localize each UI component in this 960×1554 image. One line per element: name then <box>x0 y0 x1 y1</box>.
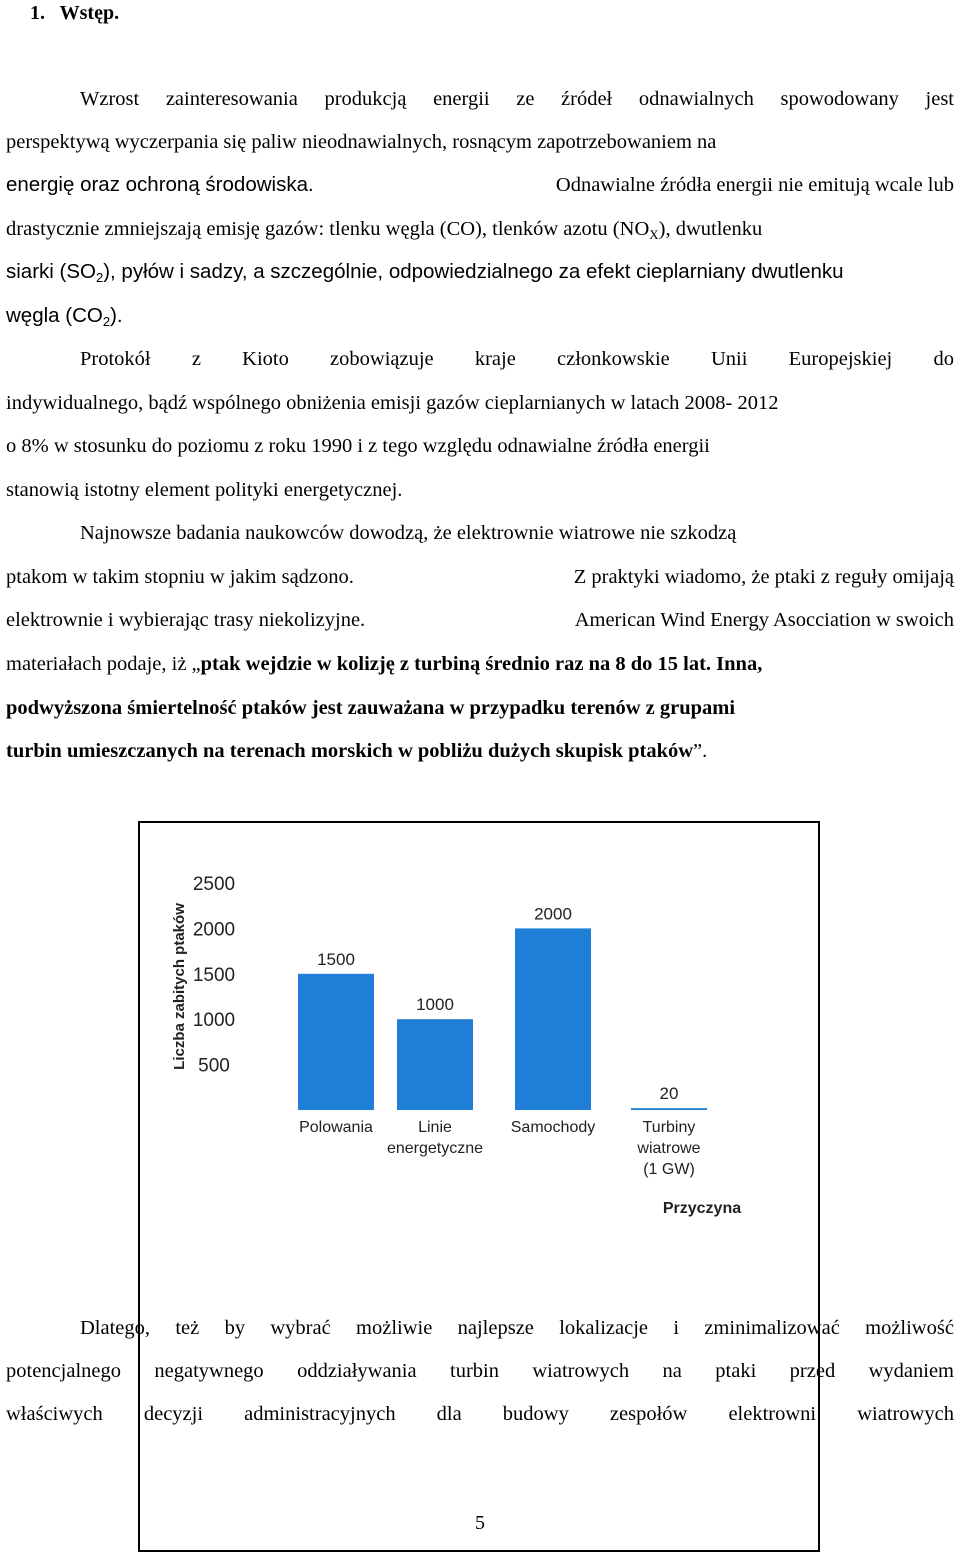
paragraph-1-line-3-part-a: energię oraz ochroną środowiska. <box>6 173 314 196</box>
category-label: (1 GW) <box>643 1161 695 1178</box>
category-label: Linie <box>418 1119 452 1136</box>
chart-frame <box>139 822 819 1551</box>
word: spowodowany <box>780 88 899 110</box>
word: Unii <box>710 348 748 370</box>
paragraph-3-line-2-part-a: ptakom w takim stopniu w jakim sądzono. <box>6 566 354 588</box>
word: turbin <box>450 1360 499 1382</box>
word: decyzji <box>143 1403 204 1425</box>
word: przed <box>789 1360 836 1382</box>
word: by <box>224 1317 246 1339</box>
y-tick-label: 2000 <box>192 919 236 941</box>
paragraph-3-line-4-part-a: materiałach podaje, iż „ <box>6 653 201 675</box>
paragraph-1-line-6-part-b: ). <box>110 304 123 327</box>
word: Kioto <box>242 348 289 370</box>
word: zminimalizować <box>704 1317 840 1339</box>
word: odnawialnych <box>638 88 754 110</box>
nox-subscript: X <box>649 227 659 242</box>
category-label: Turbiny <box>642 1119 696 1136</box>
word: Europejskiej <box>788 348 893 370</box>
word: Protokół <box>80 348 151 370</box>
word: dla <box>436 1403 462 1425</box>
paragraph-1-line-3-part-b: Odnawialne źródła energii nie emitują wcale lub <box>555 174 954 196</box>
word: lokalizacje <box>559 1317 648 1339</box>
paragraph-4-line-2 <box>6 1358 954 1384</box>
word: wiatrowych <box>857 1403 954 1425</box>
paragraph-1-line-6-part-a: węgla (CO <box>6 304 103 327</box>
bar-value-label: 2000 <box>534 904 572 924</box>
bar-4 <box>631 1108 707 1110</box>
paragraph-3-line-6-part-a: turbin umieszczanych na terenach morskich w pobliżu dużych skupisk ptaków <box>6 740 694 762</box>
word: kraje <box>474 348 516 370</box>
bar-3 <box>515 928 591 1110</box>
paragraph-1-line-3 <box>6 172 954 198</box>
category-label: energetyczne <box>386 1140 484 1157</box>
word: negatywnego <box>154 1360 264 1382</box>
category-label: Samochody <box>510 1119 596 1136</box>
paragraph-2-line-1 <box>80 346 954 372</box>
word: właściwych <box>6 1403 103 1425</box>
paragraph-1-line-4-part-a: drastycznie zmniejszają emisję gazów: tlenku węgla (CO), tlenków azotu (NO <box>6 218 650 240</box>
word: potencjalnego <box>6 1360 121 1382</box>
word: możliwie <box>356 1317 433 1339</box>
bird-deaths-chart <box>138 821 822 1554</box>
y-axis-label: Liczba zabitych ptaków <box>171 903 188 1070</box>
category-label: wiatrowe <box>637 1140 701 1157</box>
word: elektrowni <box>728 1403 817 1425</box>
paragraph-2-line-2: indywidualnego, bądź wspólnego obniżenia emisji gazów cieplarnianych w latach 2008- 2012 <box>6 392 779 414</box>
paragraph-4-line-1 <box>80 1315 954 1341</box>
paragraph-4-line-3 <box>6 1401 954 1427</box>
y-tick-label: 2500 <box>192 874 236 895</box>
word: i <box>673 1317 680 1339</box>
paragraph-1-line-4 <box>6 216 954 242</box>
y-tick-label: 500 <box>198 1055 230 1077</box>
paragraph-3-line-2-part-b: Z praktyki wiadomo, że ptaki z reguły omijają <box>573 566 954 588</box>
paragraph-3-line-4-part-c: Inna, <box>716 653 763 675</box>
paragraph-3-line-5: podwyższona śmiertelność ptaków jest zauważana w przypadku terenów z grupami <box>6 697 736 719</box>
paragraph-1-line-4-part-b: ), dwutlenku <box>658 218 763 240</box>
bar-value-label: 1000 <box>416 995 454 1015</box>
word: zespołów <box>609 1403 688 1425</box>
so2-subscript: 2 <box>95 270 104 285</box>
quote-bold-text: ptak wejdzie w kolizję z turbiną średnio raz na 8 do 15 lat. <box>200 653 712 675</box>
word: produkcją <box>324 88 407 110</box>
word: na <box>662 1360 682 1382</box>
word: zobowiązuje <box>330 348 434 370</box>
word: z <box>191 348 201 370</box>
word: administracyjnych <box>244 1403 396 1425</box>
category-label: Polowania <box>299 1119 373 1136</box>
word: jest <box>925 88 954 110</box>
x-axis-label: Przyczyna <box>662 1200 742 1217</box>
paragraph-3-line-6 <box>6 738 954 764</box>
paragraph-1-line-5-part-b: ), pyłów i sadzy, a szczególnie, odpowiedzialnego za efekt cieplarniany dwutlenku <box>103 260 844 283</box>
word: wybrać <box>270 1317 331 1339</box>
paragraph-3-line-6-part-b: ”. <box>693 740 708 762</box>
word: wydaniem <box>868 1360 954 1382</box>
word: ptaki <box>715 1360 757 1382</box>
word: budowy <box>502 1403 569 1425</box>
paragraph-2-line-4: stanowią istotny element polityki energetycznej. <box>6 479 403 501</box>
word: energii <box>433 88 490 110</box>
paragraph-3-line-4 <box>6 651 954 677</box>
bar-1 <box>298 974 374 1110</box>
word: możliwość <box>865 1317 954 1339</box>
paragraph-2-line-3: o 8% w stosunku do poziomu z roku 1990 i z tego względu odnawialne źródła energii <box>6 435 710 457</box>
bar-value-label: 1500 <box>317 949 355 969</box>
word: najlepsze <box>457 1317 534 1339</box>
word: Wzrost <box>80 88 140 110</box>
word: oddziaływania <box>297 1360 417 1382</box>
word: zainteresowania <box>165 88 298 110</box>
bar-value-label: 20 <box>659 1084 679 1104</box>
paragraph-3-line-3 <box>6 607 954 633</box>
paragraph-1-line-5 <box>6 259 954 285</box>
paragraph-1-line-1 <box>80 86 954 112</box>
word: też <box>175 1317 200 1339</box>
paragraph-3-line-3-part-a: elektrownie i wybierając trasy niekolizyjne. <box>6 609 366 631</box>
paragraph-1-line-2: perspektywą wyczerpania się paliw nieodnawialnych, rosnącym zapotrzebowaniem na <box>6 131 717 153</box>
word: Dlatego, <box>80 1317 151 1339</box>
section-heading: 1. Wstęp. <box>30 2 120 24</box>
paragraph-3-line-1: Najnowsze badania naukowców dowodzą, że elektrownie wiatrowe nie szkodzą <box>80 522 737 544</box>
paragraph-1-line-6 <box>6 303 954 329</box>
bar-2 <box>397 1019 473 1110</box>
paragraph-1-line-5-part-a: siarki (SO <box>6 260 96 283</box>
y-tick-label: 1000 <box>192 1010 236 1032</box>
word: do <box>933 348 954 370</box>
word: wiatrowych <box>532 1360 630 1382</box>
word: źródeł <box>561 88 613 110</box>
paragraph-3-line-3-part-b: American Wind Energy Asocciation w swoich <box>574 609 954 631</box>
y-tick-label: 1500 <box>192 964 236 986</box>
paragraph-3-line-2 <box>6 564 954 590</box>
co2-subscript: 2 <box>102 314 111 329</box>
word: członkowskie <box>557 348 670 370</box>
word: ze <box>516 88 535 110</box>
page-number: 5 <box>475 1512 485 1534</box>
